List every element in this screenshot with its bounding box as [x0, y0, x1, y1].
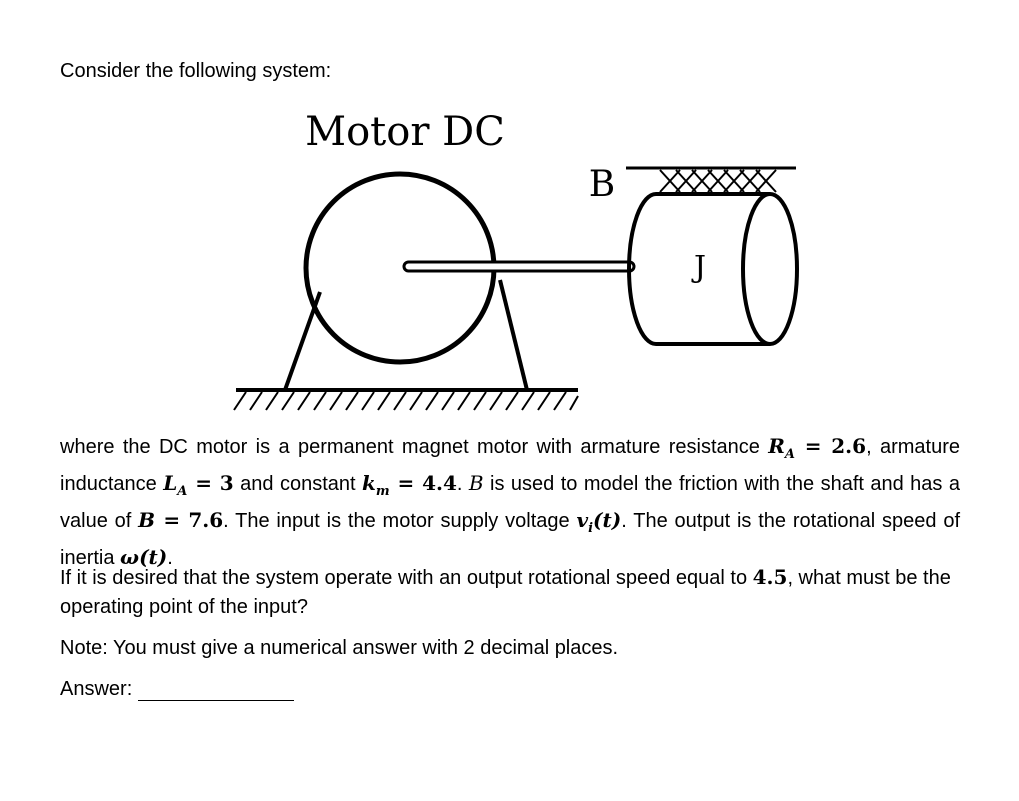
ground-hatching	[234, 392, 578, 410]
answer-blank[interactable]	[138, 680, 294, 701]
inertia-cylinder	[629, 194, 797, 344]
friction-label-b: B	[588, 164, 616, 205]
inertia-label-j: J	[693, 250, 707, 285]
intro-text: Consider the following system:	[60, 60, 332, 82]
diagram-title: Motor DC	[305, 109, 505, 155]
answer-row	[60, 678, 294, 701]
support-leg-left	[285, 292, 320, 390]
problem-description: where the DC motor is a permanent magnet motor with armature resistance $R_A = 2.6$, armature inductance $L_A = 3$ and constant $k_m = 4.4$. B is used to model the friction with the shaft and has a value of B = 7.6. The input is the motor supply voltage $v_i(t)$. The output is the rotational speed of inertia ω(t).	[60, 434, 961, 569]
note-text: Note: You must give a numerical answer with 2 decimal places.	[60, 637, 619, 659]
question-text: If it is desired that the system operate with an output rotational speed equal to 4.5, what must be the operating point of the input?	[60, 565, 951, 618]
support-leg-right	[500, 280, 527, 390]
motor-shaft	[404, 262, 634, 271]
answer-label: Answer:	[60, 678, 133, 700]
friction-hatching	[660, 170, 776, 192]
